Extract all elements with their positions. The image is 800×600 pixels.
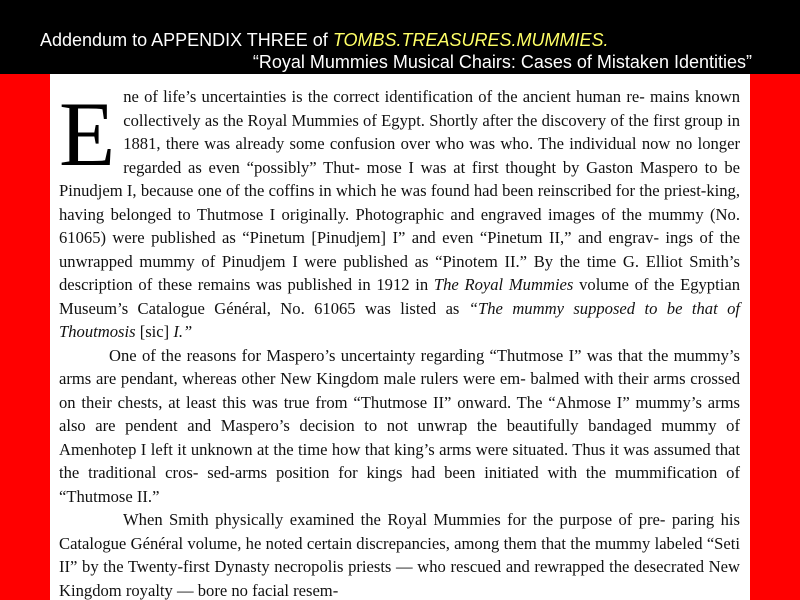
- paragraph-2: One of the reasons for Maspero’s uncertainty regarding “Thutmose I” was that the mummy’s arms are pendant, whereas other New Kingdom male rulers were em- balmed with their arms crossed on their chests, at least this was true from “Thutmose II” onward. The “Ahmose I” mummy’s arms also are pendent and Maspero’s decision to not unwrap the beautifully bandaged mummy of Amenhotep I left it unknown at the time how that king’s arms were situated. Thus it was assumed that the traditional cros- sed-arms position for kings had been initiated with the mummification of “Thutmose II.”: [59, 345, 740, 506]
- book-title: The Royal Mummies: [433, 275, 574, 294]
- header-title: [40, 30, 609, 51]
- document-page: [50, 74, 750, 600]
- header-title-prefix: Addendum to APPENDIX THREE of: [40, 30, 333, 50]
- quoted-entry-end: I.”: [173, 322, 193, 341]
- article-body: [59, 85, 740, 600]
- paragraph-1: [59, 85, 740, 344]
- sic-note: [sic]: [135, 322, 174, 341]
- paragraph-3: When Smith physically examined the Royal Mummies for the purpose of pre- paring his Catalogue Général volume, he noted certain discrepancies, among them that the mummy labeled “Seti II” by the Twenty-first Dynasty necropolis priests — who rescued and rewrapped the desecrated New Kingdom royalty — bore no facial resem-: [59, 510, 740, 600]
- header-bar: [0, 0, 800, 74]
- header-subtitle: “Royal Mummies Musical Chairs: Cases of Mistaken Identities”: [252, 52, 752, 72]
- drop-cap: E: [59, 83, 116, 185]
- quoted-entry: “The mummy supposed to be that of Thoutmosis: [59, 298, 740, 341]
- paragraph-1-text-2: volume of the Egyptian Museum’s Catalogue Général, No. 61065 was listed as: [59, 275, 740, 318]
- paragraph-1-text: ne of life’s uncertainties is the correct identification of the ancient human re- mains known collectively as the Royal Mummies of Egypt. Shortly after the discovery of the first group in 1881, there was already some confusion over who was who. The individual now no longer regarded as even “possibly” Thut- mose I was at first thought by Gaston Maspero to be Pinudjem I, because one of the coffins in which he was found had been reinscribed for the priest-king, having belonged to Thutmose I originally. Photographic and engraved images of the mummy (No. 61065) were published as “Pinetum [Pinudjem] I” and even “Pinetum II,” and engrav- ings of the unwrapped mummy of Pinudjem I were published as “Pinotem II.” By the time G. Elliot Smith’s description of these remains was published in 1912 in: [59, 87, 740, 294]
- header-book-title: TOMBS.TREASURES.MUMMIES.: [332, 30, 609, 50]
